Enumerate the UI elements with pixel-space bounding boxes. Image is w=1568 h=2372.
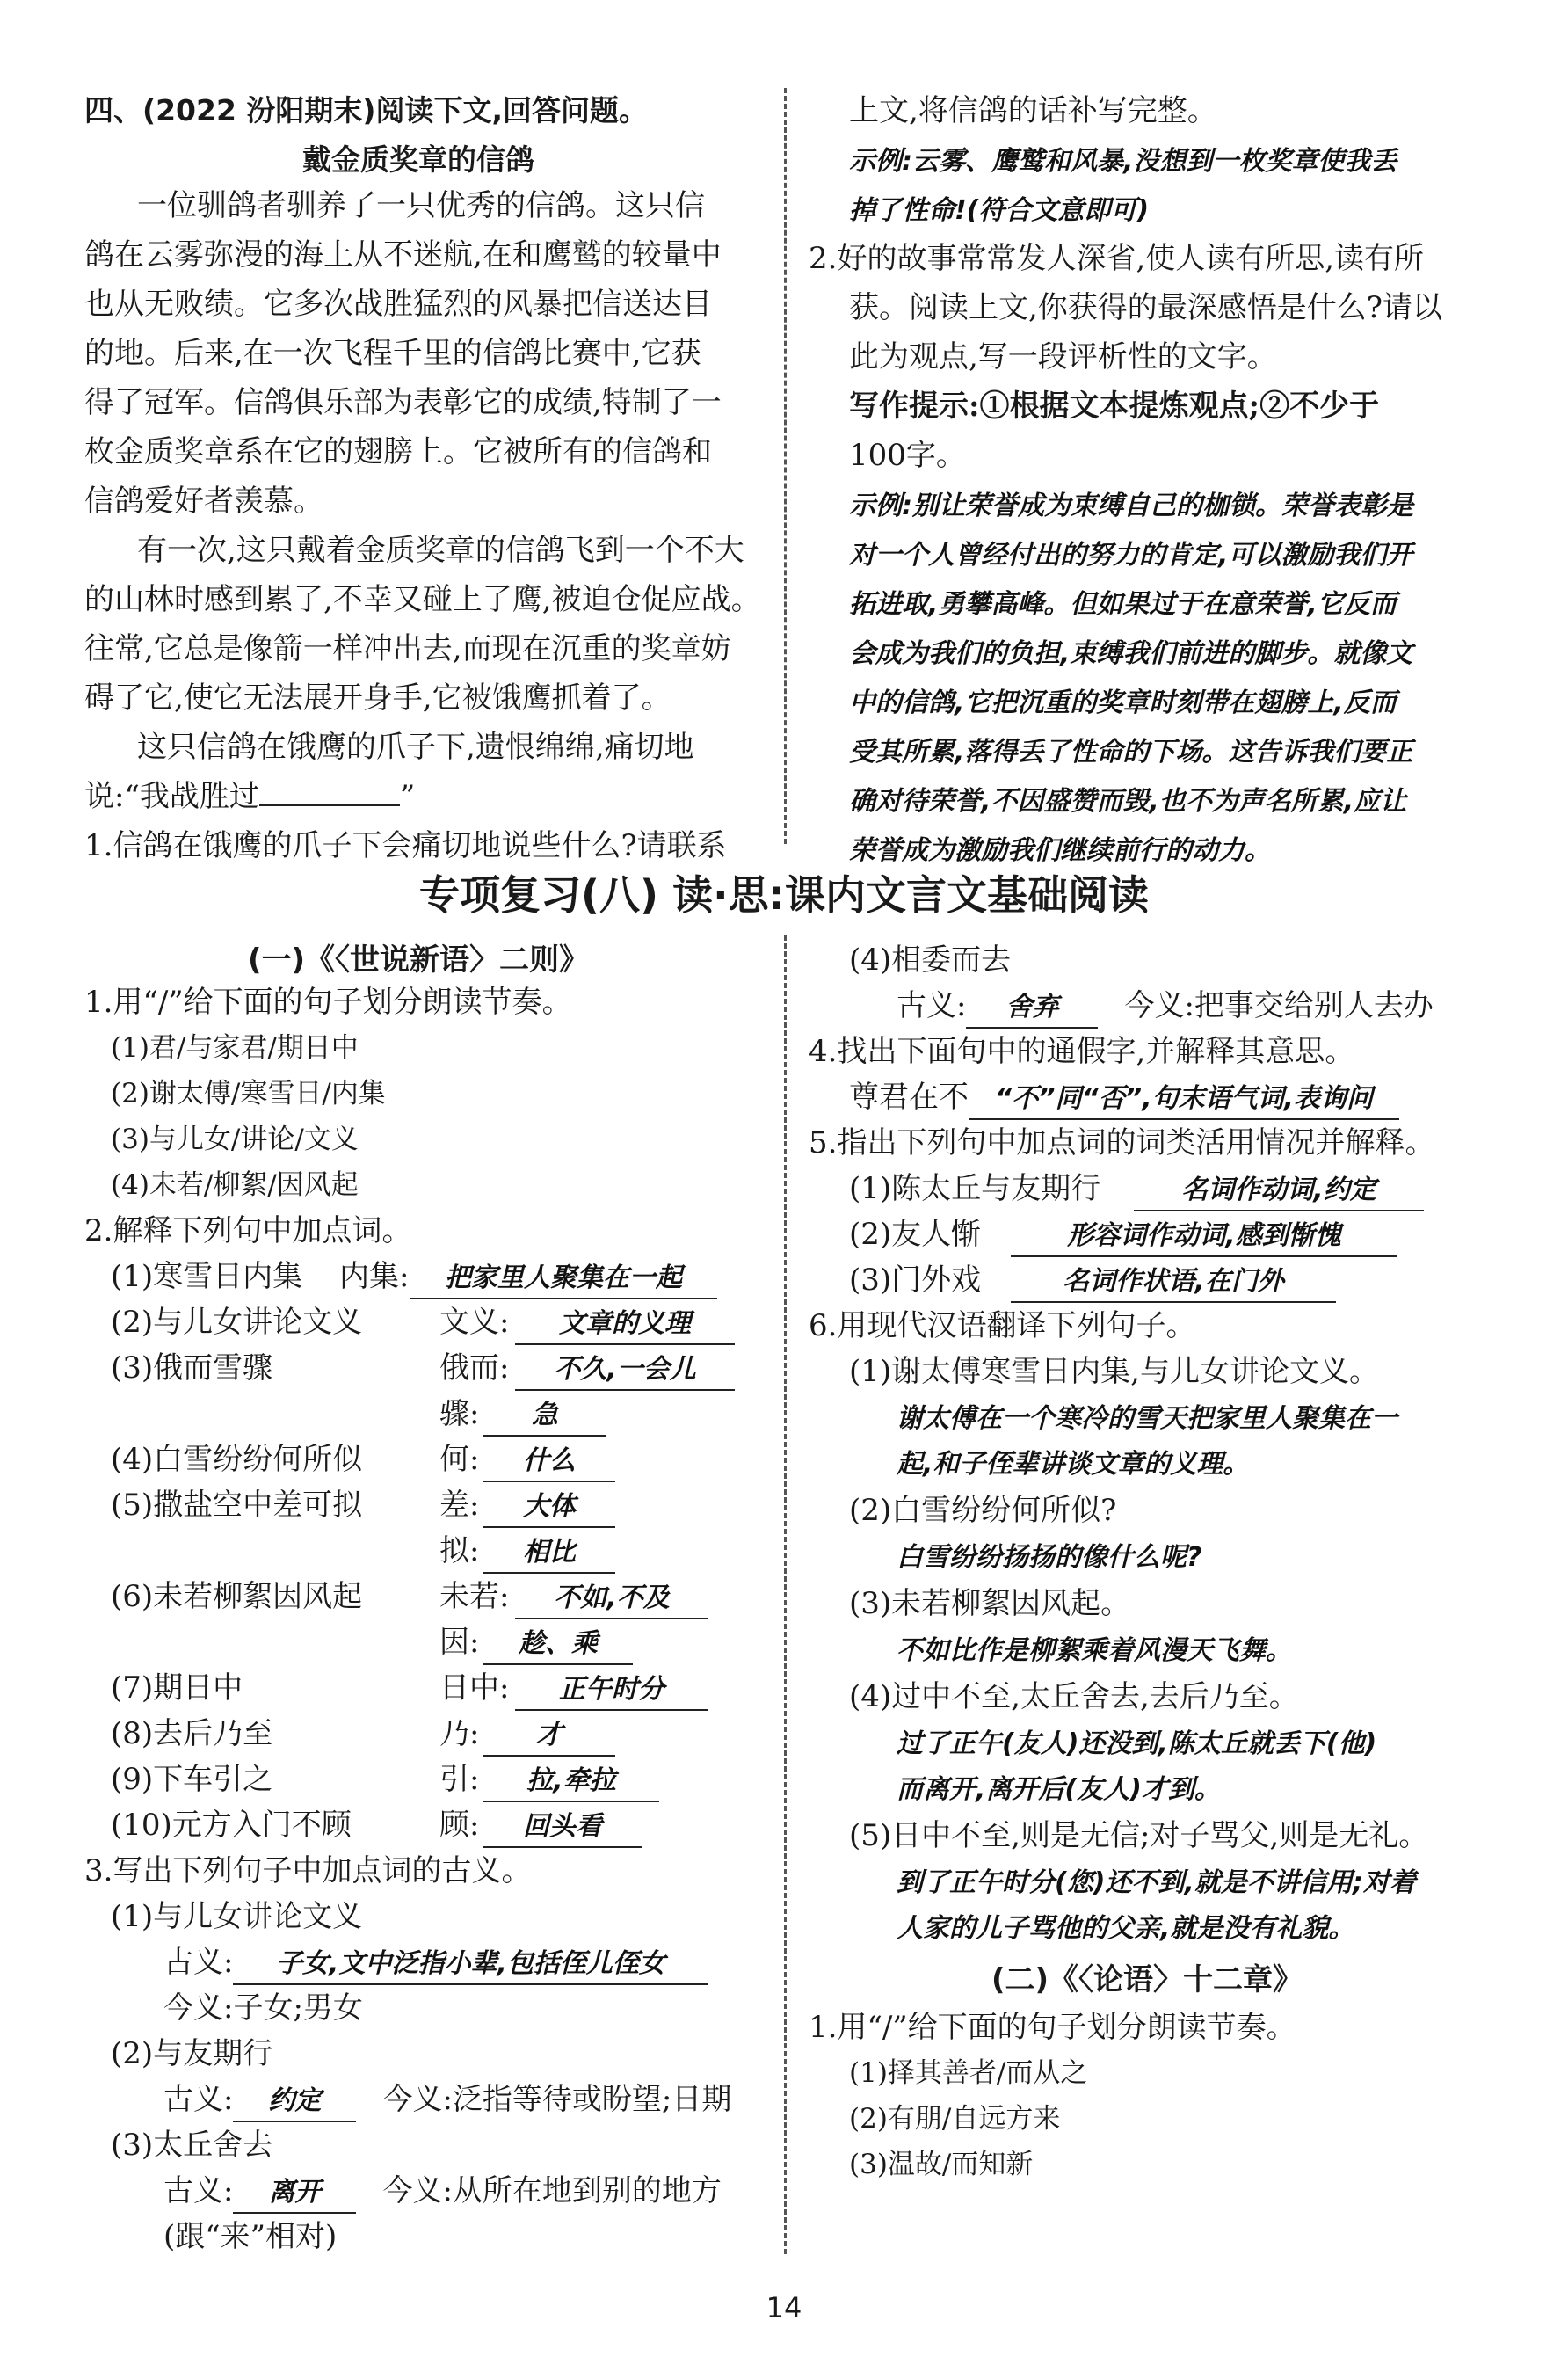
p1-q5-answer: 名词作动词,约定	[1134, 1171, 1424, 1211]
q2-answer: 拓进取,勇攀高峰。但如果过于在意荣誉,它反而	[849, 589, 1397, 620]
p1-q2: 2.解释下列句中加点词。	[84, 1213, 412, 1248]
passage-line: 得了冠军。信鸽俱乐部为表彰它的成绩,特制了一	[84, 385, 722, 420]
p1-q2-key: 俄而:	[439, 1350, 510, 1386]
passage-title: 戴金质奖章的信鸽	[302, 142, 534, 177]
p1-q3-answer: 子女,文中泛指小辈,包括侄儿侄女	[233, 1945, 708, 1985]
p1-q6: 6.用现代汉语翻译下列句子。	[809, 1308, 1196, 1343]
p1-q6-answer: 起,和子侄辈讲谈文章的义理。	[897, 1449, 1250, 1480]
p1-q2-sentence: (4)白雪纷纷何所似	[111, 1442, 363, 1477]
p1-q6-answer: 白雪纷纷扬扬的像什么呢?	[897, 1542, 1202, 1573]
p1-q2-answer: 不如,不及	[515, 1579, 708, 1619]
p1-q3-answer: 舍弃	[966, 988, 1098, 1029]
q4-heading: 四、(2022 汾阳期末)阅读下文,回答问题。	[84, 93, 649, 127]
p1-q1-item: (4)未若/柳絮/因风起	[111, 1169, 359, 1201]
p1-q2-sentence: (1)寒雪日内集	[111, 1259, 303, 1294]
p1-q2-key: 日中:	[439, 1670, 510, 1706]
passage-line: 也从无败绩。它多次战胜猛烈的风暴把信送达目	[84, 287, 712, 322]
section-title: 专项复习(八) 读·思:课内文言文基础阅读	[419, 871, 1149, 919]
q4-sentence: 尊君在不	[849, 1080, 969, 1115]
p1-q2-key: 何:	[439, 1442, 480, 1477]
p1-q2-sentence: (2)与儿女讲论文义	[111, 1305, 363, 1340]
p1-q5-sentence: (3)门外戏	[849, 1262, 982, 1298]
q2-answer: 会成为我们的负担,束缚我们前进的脚步。就像文	[849, 638, 1413, 669]
p1-q2-answer: 文章的义理	[515, 1305, 735, 1345]
quote-start: 说:“我战胜过	[84, 779, 259, 814]
p1-q2-sentence: (8)去后乃至	[111, 1716, 273, 1751]
q2-question: 2.好的故事常常发人深省,使人读有所思,读有所	[809, 241, 1425, 276]
passage-line: 信鸽爱好者羡慕。	[84, 484, 323, 519]
jin-label: 今义:从所在地到别的地方	[382, 2173, 722, 2208]
p1-q5-answer: 名词作状语,在门外	[1011, 1262, 1336, 1303]
passage-line	[84, 777, 415, 816]
p1-q2-key: 引:	[439, 1762, 480, 1797]
p1-q6-answer: 而离开,离开后(友人)才到。	[897, 1774, 1221, 1805]
q1-answer: 掉了性命!(符合文意即可)	[849, 195, 1150, 226]
p1-q3-answer: 离开	[233, 2173, 356, 2214]
note: (跟“来”相对)	[163, 2219, 338, 2254]
p1-q4: 4.找出下面句中的通假字,并解释其意思。	[809, 1034, 1355, 1069]
p1-q2-sentence: (7)期日中	[111, 1670, 243, 1706]
p1-q6-sentence: (3)未若柳絮因风起。	[849, 1586, 1131, 1621]
jin-label: 今义:把事交给别人去办	[1124, 988, 1434, 1023]
jin-label: 今义:子女;男女	[163, 1990, 363, 2026]
p1-q2-sentence: (3)俄而雪骤	[111, 1350, 273, 1386]
passage-line: 的地。后来,在一次飞程千里的信鸽比赛中,它获	[84, 336, 701, 371]
column-divider	[784, 935, 787, 2254]
p2-q1-item: (3)温故/而知新	[849, 2149, 1034, 2180]
p1-q6-answer: 过了正午(友人)还没到,陈太丘就丢下(他)	[897, 1728, 1377, 1759]
passage-line: 鸽在云雾弥漫的海上从不迷航,在和鹰鹫的较量中	[84, 237, 722, 273]
p1-q3-item: (3)太丘舍去	[111, 2128, 273, 2163]
p1-q5: 5.指出下列句中加点词的词类活用情况并解释。	[809, 1125, 1435, 1161]
page-number: 14	[766, 2291, 802, 2325]
q2-answer: 示例:别让荣誉成为束缚自己的枷锁。荣誉表彰是	[849, 491, 1413, 521]
p1-q5-answer: 形容词作动词,感到惭愧	[1011, 1217, 1397, 1257]
p1-q2-sentence: (5)撒盐空中差可拟	[111, 1488, 363, 1523]
q1-answer: 示例:云雾、鹰鹫和风暴,没想到一枚奖章使我丢	[849, 146, 1397, 177]
p1-q2-answer: 什么	[483, 1442, 615, 1482]
p1-q3: 3.写出下列句子中加点词的古义。	[84, 1853, 532, 1888]
p1-q2-key: 拟:	[439, 1533, 480, 1568]
p1-q2-key: 顾:	[439, 1808, 480, 1843]
p1-q3-item: (1)与儿女讲论文义	[111, 1899, 363, 1934]
passage-line: 这只信鸽在饿鹰的爪子下,遗恨绵绵,痛切地	[137, 730, 694, 765]
p1-q2-key: 文义:	[439, 1305, 510, 1340]
p1-q3-item: (2)与友期行	[111, 2036, 273, 2071]
p1-q2-answer: 拉,牵拉	[483, 1762, 659, 1802]
p1-q2-sentence: (6)未若柳絮因风起	[111, 1579, 363, 1614]
p1-q2-answer: 大体	[483, 1488, 615, 1528]
q2-question: 此为观点,写一段评析性的文字。	[849, 339, 1277, 375]
quote-end: ”	[399, 779, 416, 814]
part2-title: (二)《〈论语〉十二章》	[991, 1962, 1303, 1997]
q1-question-cont: 上文,将信鸽的话补写完整。	[849, 93, 1217, 128]
passage-line: 有一次,这只戴着金质奖章的信鸽飞到一个不大	[137, 533, 744, 568]
p1-q2-key: 因:	[439, 1625, 480, 1660]
p1-q5-sentence: (1)陈太丘与友期行	[849, 1171, 1101, 1206]
q2-answer: 对一个人曾经付出的努力的肯定,可以激励我们开	[849, 540, 1413, 571]
p1-q2-answer: 把家里人聚集在一起	[410, 1259, 717, 1299]
p1-q5-sentence: (2)友人惭	[849, 1217, 982, 1252]
p1-q6-answer: 到了正午时分(您)还不到,就是不讲信用;对着	[897, 1867, 1416, 1898]
p1-q2-answer: 相比	[483, 1533, 615, 1574]
p1-q1-item: (2)谢太傅/寒雪日/内集	[111, 1078, 386, 1110]
p1-q6-sentence: (1)谢太傅寒雪日内集,与儿女讲论文义。	[849, 1354, 1379, 1389]
q2-answer: 受其所累,落得丢了性命的下场。这告诉我们要正	[849, 737, 1413, 768]
gu-label: 古义:	[163, 2082, 234, 2117]
p1-q2-answer: 趁、乘	[483, 1625, 633, 1665]
p1-q2-sentence: (10)元方入门不顾	[111, 1808, 352, 1843]
answer-blank	[259, 804, 400, 806]
p2-q1-item: (2)有朋/自远方来	[849, 2103, 1061, 2135]
q2-answer: 中的信鸽,它把沉重的奖章时刻带在翅膀上,反而	[849, 688, 1397, 718]
p1-q2-answer: 回头看	[483, 1808, 642, 1848]
jin-label: 今义:泛指等待或盼望;日期	[382, 2082, 732, 2117]
p1-q2-sentence: (9)下车引之	[111, 1762, 273, 1797]
q1-question: 1.信鸽在饿鹰的爪子下会痛切地说些什么?请联系	[84, 828, 727, 863]
q4-answer: “不”同“否”,句末语气词,表询问	[969, 1080, 1399, 1120]
p1-q1-item: (1)君/与家君/期日中	[111, 1032, 359, 1064]
gu-label: 古义:	[897, 988, 967, 1023]
p1-q6-sentence: (5)日中不至,则是无信;对子骂父,则是无礼。	[849, 1818, 1429, 1853]
p1-q2-answer: 急	[483, 1396, 606, 1437]
p1-q3-answer: 约定	[233, 2082, 356, 2122]
q2-question: 获。阅读上文,你获得的最深感悟是什么?请以	[849, 290, 1443, 325]
p1-q1: 1.用“/”给下面的句子划分朗读节奏。	[84, 985, 572, 1020]
passage-line: 的山林时感到累了,不幸又碰上了鹰,被迫仓促应战。	[84, 582, 761, 617]
passage-line: 一位驯鸽者驯养了一只优秀的信鸽。这只信	[137, 188, 705, 223]
q2-answer: 确对待荣誉,不因盛赞而毁,也不为声名所累,应让	[849, 786, 1407, 817]
gu-label: 古义:	[163, 2173, 234, 2208]
passage-line: 往常,它总是像箭一样冲出去,而现在沉重的奖章妨	[84, 631, 731, 666]
column-divider	[784, 88, 787, 844]
p1-q2-key: 乃:	[439, 1716, 480, 1751]
q2-tip: 100字。	[849, 438, 966, 473]
p1-q6-answer: 谢太傅在一个寒冷的雪天把家里人聚集在一	[897, 1403, 1397, 1434]
passage-line: 碍了它,使它无法展开身手,它被饿鹰抓着了。	[84, 680, 671, 716]
p1-q2-key: 骤:	[439, 1396, 480, 1431]
p1-q3-item: (4)相委而去	[849, 942, 1012, 978]
p1-q2-key: 内集:	[339, 1259, 410, 1294]
p1-q2-answer: 不久,一会儿	[515, 1350, 735, 1391]
p1-q2-key: 未若:	[439, 1579, 510, 1614]
p1-q2-answer: 才	[483, 1716, 615, 1757]
part1-title: (一)《〈世说新语〉二则》	[247, 942, 590, 978]
q2-tip	[849, 387, 1379, 426]
q2-tip-text: 写作提示:①根据文本提炼观点;②不少于	[849, 389, 1380, 424]
q2-answer: 荣誉成为激励我们继续前行的动力。	[849, 835, 1271, 866]
p1-q6-sentence: (4)过中不至,太丘舍去,去后乃至。	[849, 1679, 1299, 1714]
p1-q6-sentence: (2)白雪纷纷何所似?	[849, 1493, 1117, 1528]
p2-q1-item: (1)择其善者/而从之	[849, 2057, 1088, 2089]
passage-line: 枚金质奖章系在它的翅膀上。它被所有的信鸽和	[84, 434, 712, 469]
gu-label: 古义:	[163, 1945, 234, 1980]
p1-q2-answer: 正午时分	[515, 1670, 708, 1711]
p2-q1: 1.用“/”给下面的句子划分朗读节奏。	[809, 2010, 1296, 2045]
p1-q1-item: (3)与儿女/讲论/文义	[111, 1124, 359, 1155]
p1-q2-key: 差:	[439, 1488, 480, 1523]
p1-q6-answer: 人家的儿子骂他的父亲,就是没有礼貌。	[897, 1913, 1355, 1944]
p1-q6-answer: 不如比作是柳絮乘着风漫天飞舞。	[897, 1635, 1292, 1666]
